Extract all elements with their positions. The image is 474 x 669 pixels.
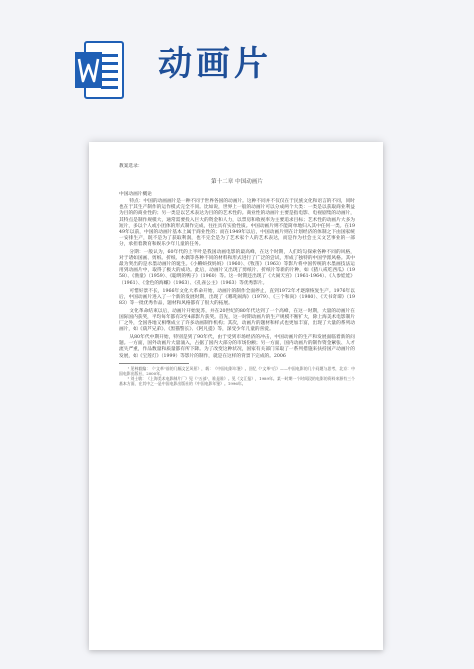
chapter-title: 第十二章 中国动画片	[210, 179, 264, 186]
document-page	[89, 142, 383, 650]
paragraph: 分期：一般认为，60年代的上半叶是我国动画电影的最高峰，在这个时期，人们均勾探索各种不同的风格，对于诸如国画、剪纸、折纸、木偶等各种不同的材料和形式进行了广泛的尝试，形成了独特的中国学派风格。其中最为突出的是水墨动画片的诞生。《小蝌蚪找妈妈》（1960）、《牧笛》（1963）等影片将中国传统的水墨画技法运用到动画片中，取得了极大的成功。此后，动画片又出现了剪纸片、折纸片等新的片种，如《猪八戒吃西瓜》（1958）、《渔童》（1959）、《聪明的鸭子》（1960）等。这一时期还出现了《大闹天宫》（1961-1964）、《人参娃娃》（1961）、《金色的海螺》（1963）、《孔雀公主》（1963）等优秀影片。	[119, 250, 355, 286]
document-body	[119, 164, 355, 386]
paragraph: 文化革命结束以后，动画片开始复苏，并在20世纪的80年代达到了一个高峰，在这一时期，大量的动画片在国际国内获奖，平均每年都有3至4部影片获奖。首先，这一时期动画片的生产规模不断扩大，除上海美术电影制片厂之外，全国各地又相继成立了许多动画制作机构；其次，动画片的题材和样式也更加丰富，出现了大量的系列动画片，如《葫芦兄弟》、《黑猫警长》、《阿凡提》等，深受少年儿童的喜爱。	[119, 308, 355, 333]
footnote: ² 刘士敏：《上海美术电影制片厂》见《"五部"，谁是谁》。见《文汇报》，1989年。某一时期一个时间段的电影的资料来源有三个基本方面，在其中之一是中国电影出版社的《中国电影年鉴》。1996年。	[119, 375, 355, 386]
footnote: ¹ 见林毅编：《"文革"前的几幅文艺风景》，载：《中国电影年鉴》。回忆《"文革"后》——中国电影的几个问题与思考，北京：中国电影出版社，2000年。	[119, 365, 355, 376]
header	[0, 0, 474, 118]
paragraph: 从80年代中期开始，特别是到了90年代，由于受到市场经济的冲击，中国动画片的生产和发展面临着新的问题。一方面，国外动画片大量涌入，占据了国内大部分的市场份额；另一方面，国内动画片的制作资金紧张、人才流失严重，作品数量和质量都有所下降。为了改变这种状况，国家有关部门采取了一系列措施来扶持国产动画片的发展，如《宝莲灯》（1999）等影片的制作，就是在这样的背景下完成的。2006	[119, 335, 355, 359]
footnote-divider	[119, 363, 189, 364]
page-title: 动画片	[158, 44, 272, 84]
word-icon	[75, 40, 125, 100]
section-title: 中国动画片概论	[119, 192, 152, 198]
paragraph: 特点：中国的动画画片是一种不同于世界各国的动画片。这种不同并不仅仅在于民族文化和语言的不同，同时也在于其生产制作的运作模式完全不同。比如说，世界上一般的动画片可以分成两个大类：一类是以获取商业利益为目的的商业性的；另一类是以艺术表达为目的的艺术性的。商业性的动画片主要是指电影、电视剧集的动画片，其特点是制作规模大，通常需要投入巨大的资金和人力，以票房和收视率为主要追求目标；艺术性的动画片大多为短片，多以个人或小团体的形式制作完成，往往具有实验性质。中国动画片则不能简单地归入其中任何一类。在1949年以前，中国的动画片基本上属于商业性的；而在1949年以后，中国动画片则在计划经济的体制之下由国家统一安排生产，既不是为了获取利润，也不完全是为了艺术家个人的艺术表达，而是作为社会主义文艺事业的一部分，承担着教育和娱乐少年儿童的任务。	[119, 199, 355, 247]
doc-label: 教案选录：	[119, 164, 143, 169]
paragraph: 可惜好景不长，1966年文化大革命开始，动画片的制作全面停止，直到1972年才逐渐恢复生产。1976年以后，中国动画片进入了一个新的发展时期，出现了《哪吒闹海》（1979）、《三个和尚》（1980）、《天书奇谭》（1983）等一批优秀作品，题材和风格都有了很大的拓展。	[119, 288, 355, 306]
